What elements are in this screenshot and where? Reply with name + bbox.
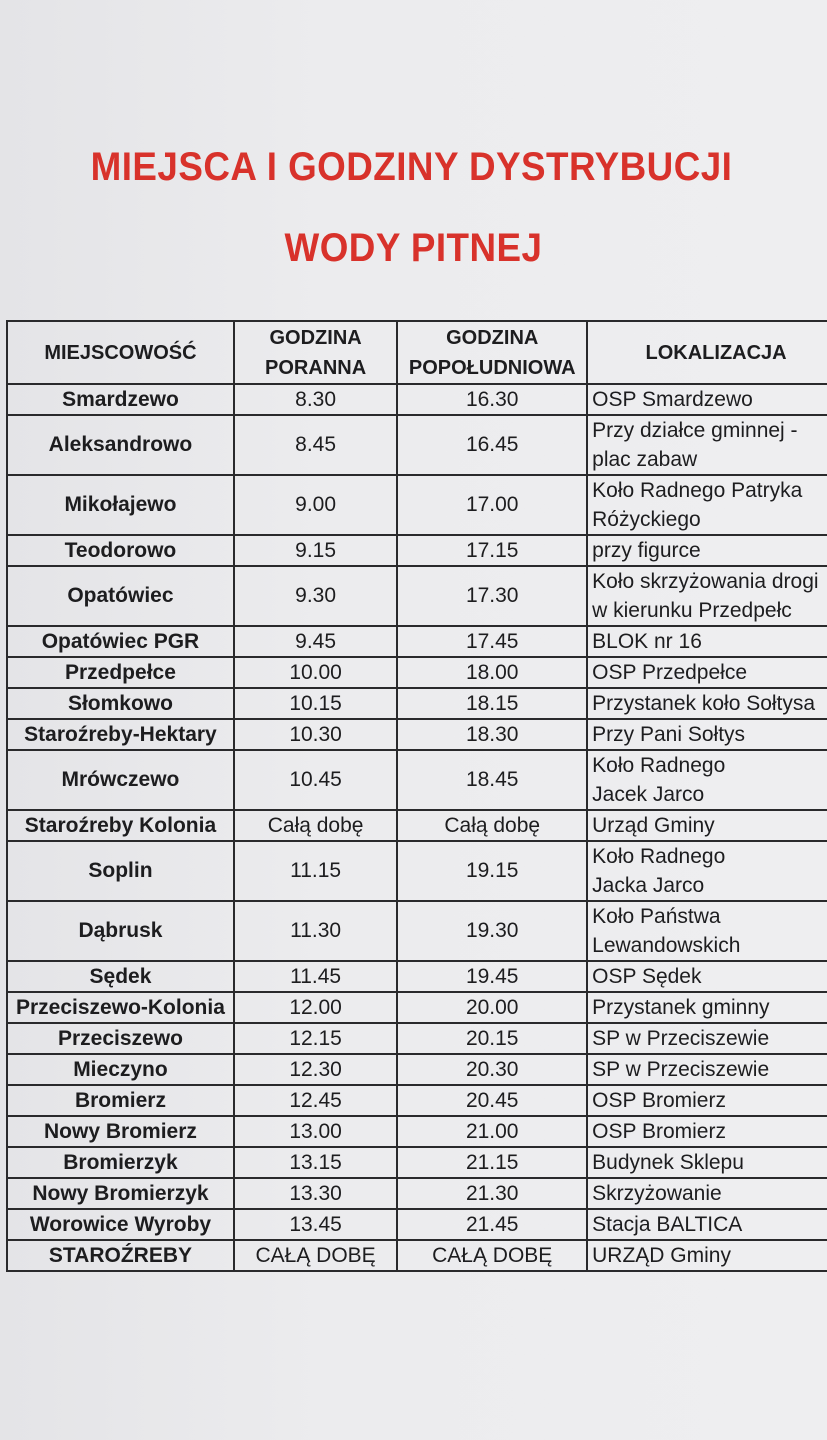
table-row	[7, 750, 827, 810]
table-row	[7, 1085, 827, 1116]
morning-time-cell: 9.15	[234, 535, 397, 566]
afternoon-time-cell: 18.15	[397, 688, 587, 719]
table-row	[7, 1147, 827, 1178]
afternoon-time-cell: 19.30	[397, 901, 587, 961]
table-row	[7, 535, 827, 566]
header-morning-line: GODZINA	[269, 326, 362, 349]
location-line: plac zabaw	[592, 448, 698, 471]
place-cell: Nowy Bromierzyk	[7, 1178, 234, 1209]
table-row	[7, 657, 827, 688]
location-line: Przy działce gminnej -	[592, 419, 798, 442]
morning-time-cell: 10.00	[234, 657, 397, 688]
table-row	[7, 475, 827, 535]
table-row	[7, 566, 827, 626]
location-cell	[587, 841, 827, 901]
location-line: Koło Radnego	[592, 845, 726, 868]
place-cell: Dąbrusk	[7, 901, 234, 961]
location-cell	[587, 657, 827, 688]
location-cell	[587, 1116, 827, 1147]
place-cell: Nowy Bromierz	[7, 1116, 234, 1147]
place-cell: Worowice Wyroby	[7, 1209, 234, 1240]
location-line: OSP Smardzewo	[592, 388, 753, 411]
header-morning	[234, 321, 397, 384]
afternoon-time-cell: 21.15	[397, 1147, 587, 1178]
table-row	[7, 1116, 827, 1147]
location-line: Budynek Sklepu	[592, 1151, 744, 1174]
location-cell	[587, 475, 827, 535]
location-cell	[587, 535, 827, 566]
morning-time-cell: 9.45	[234, 626, 397, 657]
afternoon-time-cell: 20.15	[397, 1023, 587, 1054]
place-cell: Opatówiec	[7, 566, 234, 626]
place-cell: Bromierz	[7, 1085, 234, 1116]
morning-time-cell: 9.30	[234, 566, 397, 626]
morning-time-cell: 12.15	[234, 1023, 397, 1054]
document-title-line-2: WODY PITNEJ	[284, 226, 543, 270]
header-location: LOKALIZACJA	[587, 321, 827, 384]
location-cell	[587, 1085, 827, 1116]
location-cell	[587, 961, 827, 992]
place-cell: Opatówiec PGR	[7, 626, 234, 657]
location-line: URZĄD Gminy	[592, 1244, 731, 1267]
morning-time-cell: 11.45	[234, 961, 397, 992]
location-line: Stacja BALTICA	[592, 1213, 743, 1236]
location-line: SP w Przeciszewie	[592, 1027, 770, 1050]
location-line: Jacek Jarco	[592, 783, 705, 806]
place-cell: Przedpełce	[7, 657, 234, 688]
place-cell: Przeciszewo	[7, 1023, 234, 1054]
place-cell: Soplin	[7, 841, 234, 901]
morning-time-cell: 11.15	[234, 841, 397, 901]
afternoon-time-cell: Całą dobę	[397, 810, 587, 841]
table-row	[7, 810, 827, 841]
place-cell: Przeciszewo-Kolonia	[7, 992, 234, 1023]
morning-time-cell: Całą dobę	[234, 810, 397, 841]
location-cell	[587, 1054, 827, 1085]
table-row	[7, 1209, 827, 1240]
location-line: Koło Państwa	[592, 905, 721, 928]
afternoon-time-cell: 18.45	[397, 750, 587, 810]
location-cell	[587, 1147, 827, 1178]
location-line: Koło Radnego Patryka	[592, 479, 803, 502]
afternoon-time-cell: 19.15	[397, 841, 587, 901]
morning-time-cell: 12.00	[234, 992, 397, 1023]
location-line: Lewandowskich	[592, 934, 741, 957]
location-cell	[587, 566, 827, 626]
afternoon-time-cell: 17.00	[397, 475, 587, 535]
location-line: Koło Radnego	[592, 754, 726, 777]
location-line: OSP Przedpełce	[592, 661, 748, 684]
location-line: przy figurce	[592, 539, 701, 562]
location-cell	[587, 1209, 827, 1240]
location-cell	[587, 1240, 827, 1271]
afternoon-time-cell: 16.45	[397, 415, 587, 475]
table-row	[7, 1054, 827, 1085]
morning-time-cell: 11.30	[234, 901, 397, 961]
location-line: Przystanek koło Sołtysa	[592, 692, 816, 715]
place-cell: Staroźreby-Hektary	[7, 719, 234, 750]
location-cell	[587, 1178, 827, 1209]
table-row	[7, 841, 827, 901]
morning-time-cell: CAŁĄ DOBĘ	[234, 1240, 397, 1271]
location-line: OSP Sędek	[592, 965, 702, 988]
location-line: Przy Pani Sołtys	[592, 723, 746, 746]
morning-time-cell: 12.45	[234, 1085, 397, 1116]
place-cell: Mieczyno	[7, 1054, 234, 1085]
location-cell	[587, 626, 827, 657]
morning-time-cell: 10.15	[234, 688, 397, 719]
afternoon-time-cell: 21.45	[397, 1209, 587, 1240]
location-line: Różyckiego	[592, 508, 701, 531]
location-line: OSP Bromierz	[592, 1089, 726, 1112]
place-cell: Mrówczewo	[7, 750, 234, 810]
place-cell: Aleksandrowo	[7, 415, 234, 475]
place-cell: Mikołajewo	[7, 475, 234, 535]
table-row	[7, 901, 827, 961]
table-row	[7, 1023, 827, 1054]
afternoon-time-cell: 16.30	[397, 384, 587, 415]
table-row	[7, 415, 827, 475]
morning-time-cell: 9.00	[234, 475, 397, 535]
afternoon-time-cell: 19.45	[397, 961, 587, 992]
afternoon-time-cell: 17.30	[397, 566, 587, 626]
header-place: MIEJSCOWOŚĆ	[7, 321, 234, 384]
place-cell: Sędek	[7, 961, 234, 992]
location-line: BLOK nr 16	[592, 630, 702, 653]
header-afternoon	[397, 321, 587, 384]
location-line: Koło skrzyżowania drogi	[592, 570, 819, 593]
morning-time-cell: 10.45	[234, 750, 397, 810]
table-row	[7, 1240, 827, 1271]
morning-time-cell: 12.30	[234, 1054, 397, 1085]
header-afternoon-line: GODZINA	[446, 326, 539, 349]
table-row	[7, 1178, 827, 1209]
table-row	[7, 626, 827, 657]
table-row	[7, 992, 827, 1023]
afternoon-time-cell: 20.45	[397, 1085, 587, 1116]
location-cell	[587, 750, 827, 810]
place-cell: Teodorowo	[7, 535, 234, 566]
afternoon-time-cell: CAŁĄ DOBĘ	[397, 1240, 587, 1271]
place-cell: STAROŹREBY	[7, 1240, 234, 1271]
place-cell: Staroźreby Kolonia	[7, 810, 234, 841]
header-morning-line: PORANNA	[265, 356, 367, 379]
place-cell: Słomkowo	[7, 688, 234, 719]
location-cell	[587, 384, 827, 415]
afternoon-time-cell: 20.00	[397, 992, 587, 1023]
distribution-schedule-table	[6, 320, 827, 1272]
table-header-row	[7, 321, 827, 384]
afternoon-time-cell: 18.30	[397, 719, 587, 750]
location-line: Jacka Jarco	[592, 874, 705, 897]
morning-time-cell: 13.45	[234, 1209, 397, 1240]
afternoon-time-cell: 21.30	[397, 1178, 587, 1209]
morning-time-cell: 8.45	[234, 415, 397, 475]
place-cell: Bromierzyk	[7, 1147, 234, 1178]
location-line: Przystanek gminny	[592, 996, 770, 1019]
location-line: OSP Bromierz	[592, 1120, 726, 1143]
location-line: w kierunku Przedpełc	[592, 599, 792, 622]
location-cell	[587, 688, 827, 719]
location-cell	[587, 415, 827, 475]
afternoon-time-cell: 17.45	[397, 626, 587, 657]
table-row	[7, 719, 827, 750]
location-line: SP w Przeciszewie	[592, 1058, 770, 1081]
table-row	[7, 384, 827, 415]
location-line: Urząd Gminy	[592, 814, 715, 837]
place-cell: Smardzewo	[7, 384, 234, 415]
header-afternoon-line: POPOŁUDNIOWA	[408, 356, 576, 379]
afternoon-time-cell: 18.00	[397, 657, 587, 688]
location-cell	[587, 719, 827, 750]
location-cell	[587, 810, 827, 841]
location-cell	[587, 1023, 827, 1054]
location-cell	[587, 901, 827, 961]
afternoon-time-cell: 20.30	[397, 1054, 587, 1085]
morning-time-cell: 13.30	[234, 1178, 397, 1209]
table-row	[7, 961, 827, 992]
afternoon-time-cell: 17.15	[397, 535, 587, 566]
table-row	[7, 688, 827, 719]
morning-time-cell: 10.30	[234, 719, 397, 750]
document-title-line-1: MIEJSCA I GODZINY DYSTRYBUCJI	[90, 145, 733, 189]
location-cell	[587, 992, 827, 1023]
morning-time-cell: 13.00	[234, 1116, 397, 1147]
morning-time-cell: 8.30	[234, 384, 397, 415]
morning-time-cell: 13.15	[234, 1147, 397, 1178]
afternoon-time-cell: 21.00	[397, 1116, 587, 1147]
location-line: Skrzyżowanie	[592, 1182, 722, 1205]
